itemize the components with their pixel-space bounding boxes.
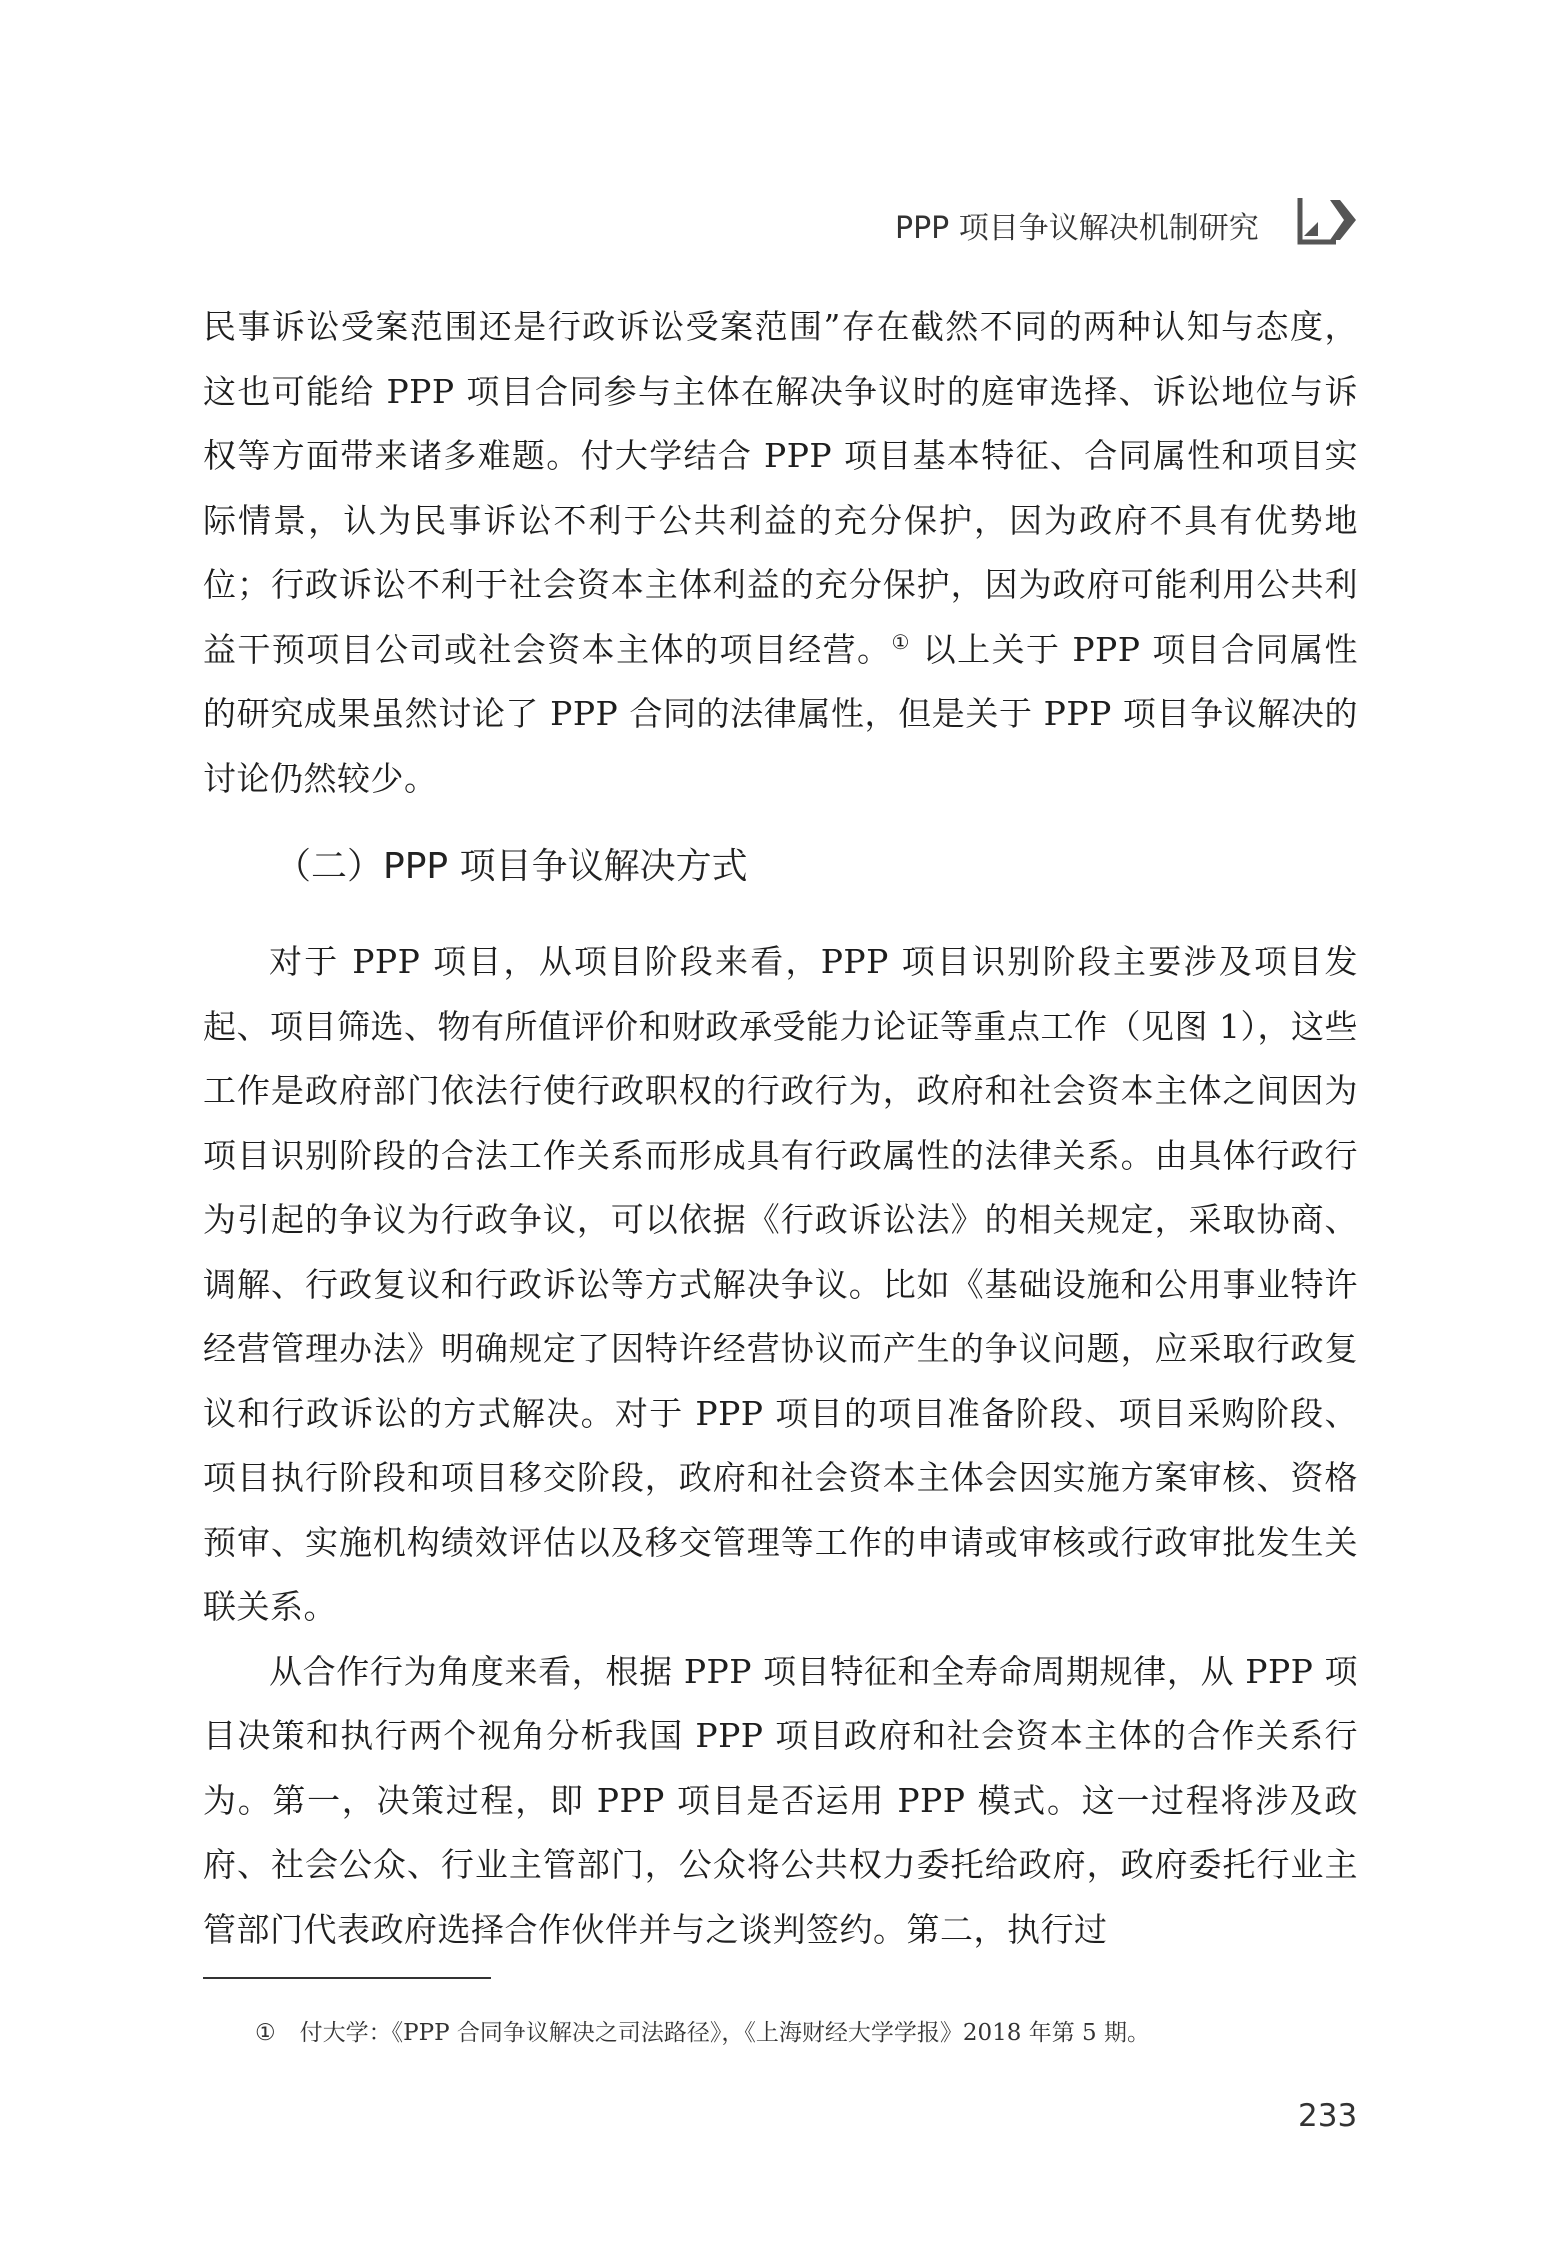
intro-text: 民事诉讼受案范围还是行政诉讼受案范围”存在截然不同的两种认知与态度，这也可能给 PPP 项目合同参与主体在解决争议时的庭审选择、诉讼地位与诉权等方面带来诸多难题。付大学结合 PPP 项目基本特征、合同属性和项目实际情景，认为民事诉讼不利于公共利益的充分保护，因为政府不具有优势地位；行政诉讼不利于社会资本主体利益的充分保护，因为政府可能利用公共利益干预项目公司或社会资本主体的项目经营。 bbox=[203, 307, 1358, 669]
footnote-divider bbox=[203, 1977, 491, 1979]
paragraph-project-stages: 对于 PPP 项目，从项目阶段来看，PPP 项目识别阶段主要涉及项目发起、项目筛选、物有所值评价和财政承受能力论证等重点工作（见图 1），这些工作是政府部门依法行使行政职权的行政行为，政府和社会资本主体之间因为项目识别阶段的合法工作关系而形成具有行政属性的法律关系。由具体行政行为引起的争议为行政争议，可以依据《行政诉讼法》的相关规定，采取协商、调解、行政复议和行政诉讼等方式解决争议。比如《基础设施和公用事业特许经营管理办法》明确规定了因特许经营协议而产生的争议问题，应采取行政复议和行政诉讼的方式解决。对于 PPP 项目的项目准备阶段、项目采购阶段、项目执行阶段和项目移交阶段，政府和社会资本主体会因实施方案审核、资格预审、实施机构绩效评估以及移交管理等工作的申请或审核或行政审批发生关联关系。 bbox=[203, 942, 1358, 1626]
chevron-logo-icon bbox=[1296, 192, 1360, 248]
footnote bbox=[255, 2014, 1150, 2047]
section-heading: （二）PPP 项目争议解决方式 bbox=[275, 846, 748, 887]
intro-text-continued: 以上关于 PPP 项目合同属性的研究成果虽然讨论了 PPP 合同的法律属性，但是关于 PPP 项目争议解决的讨论仍然较少。 bbox=[203, 629, 1358, 798]
footnote-text: 付大学：《PPP 合同争议解决之司法路径》，《上海财经大学学报》2018 年第 5 期。 bbox=[299, 2020, 1150, 2046]
footnote-reference: ① bbox=[891, 629, 911, 654]
page-number: 233 bbox=[1298, 2098, 1358, 2134]
footnote-marker: ① bbox=[255, 2020, 276, 2046]
paragraph-cooperation: 从合作行为角度来看，根据 PPP 项目特征和全寿命周期规律，从 PPP 项目决策和执行两个视角分析我国 PPP 项目政府和社会资本主体的合作关系行为。第一，决策过程，即 PPP 项目是否运用 PPP 模式。这一过程将涉及政府、社会公众、行业主管部门，公众将公共权力委托给政府，政府委托行业主管部门代表政府选择合作伙伴并与之谈判签约。第二，执行过 bbox=[203, 1651, 1358, 1949]
section-body bbox=[203, 930, 1358, 1962]
intro-paragraph bbox=[203, 295, 1358, 811]
running-title: PPP 项目争议解决机制研究 bbox=[895, 211, 1259, 246]
